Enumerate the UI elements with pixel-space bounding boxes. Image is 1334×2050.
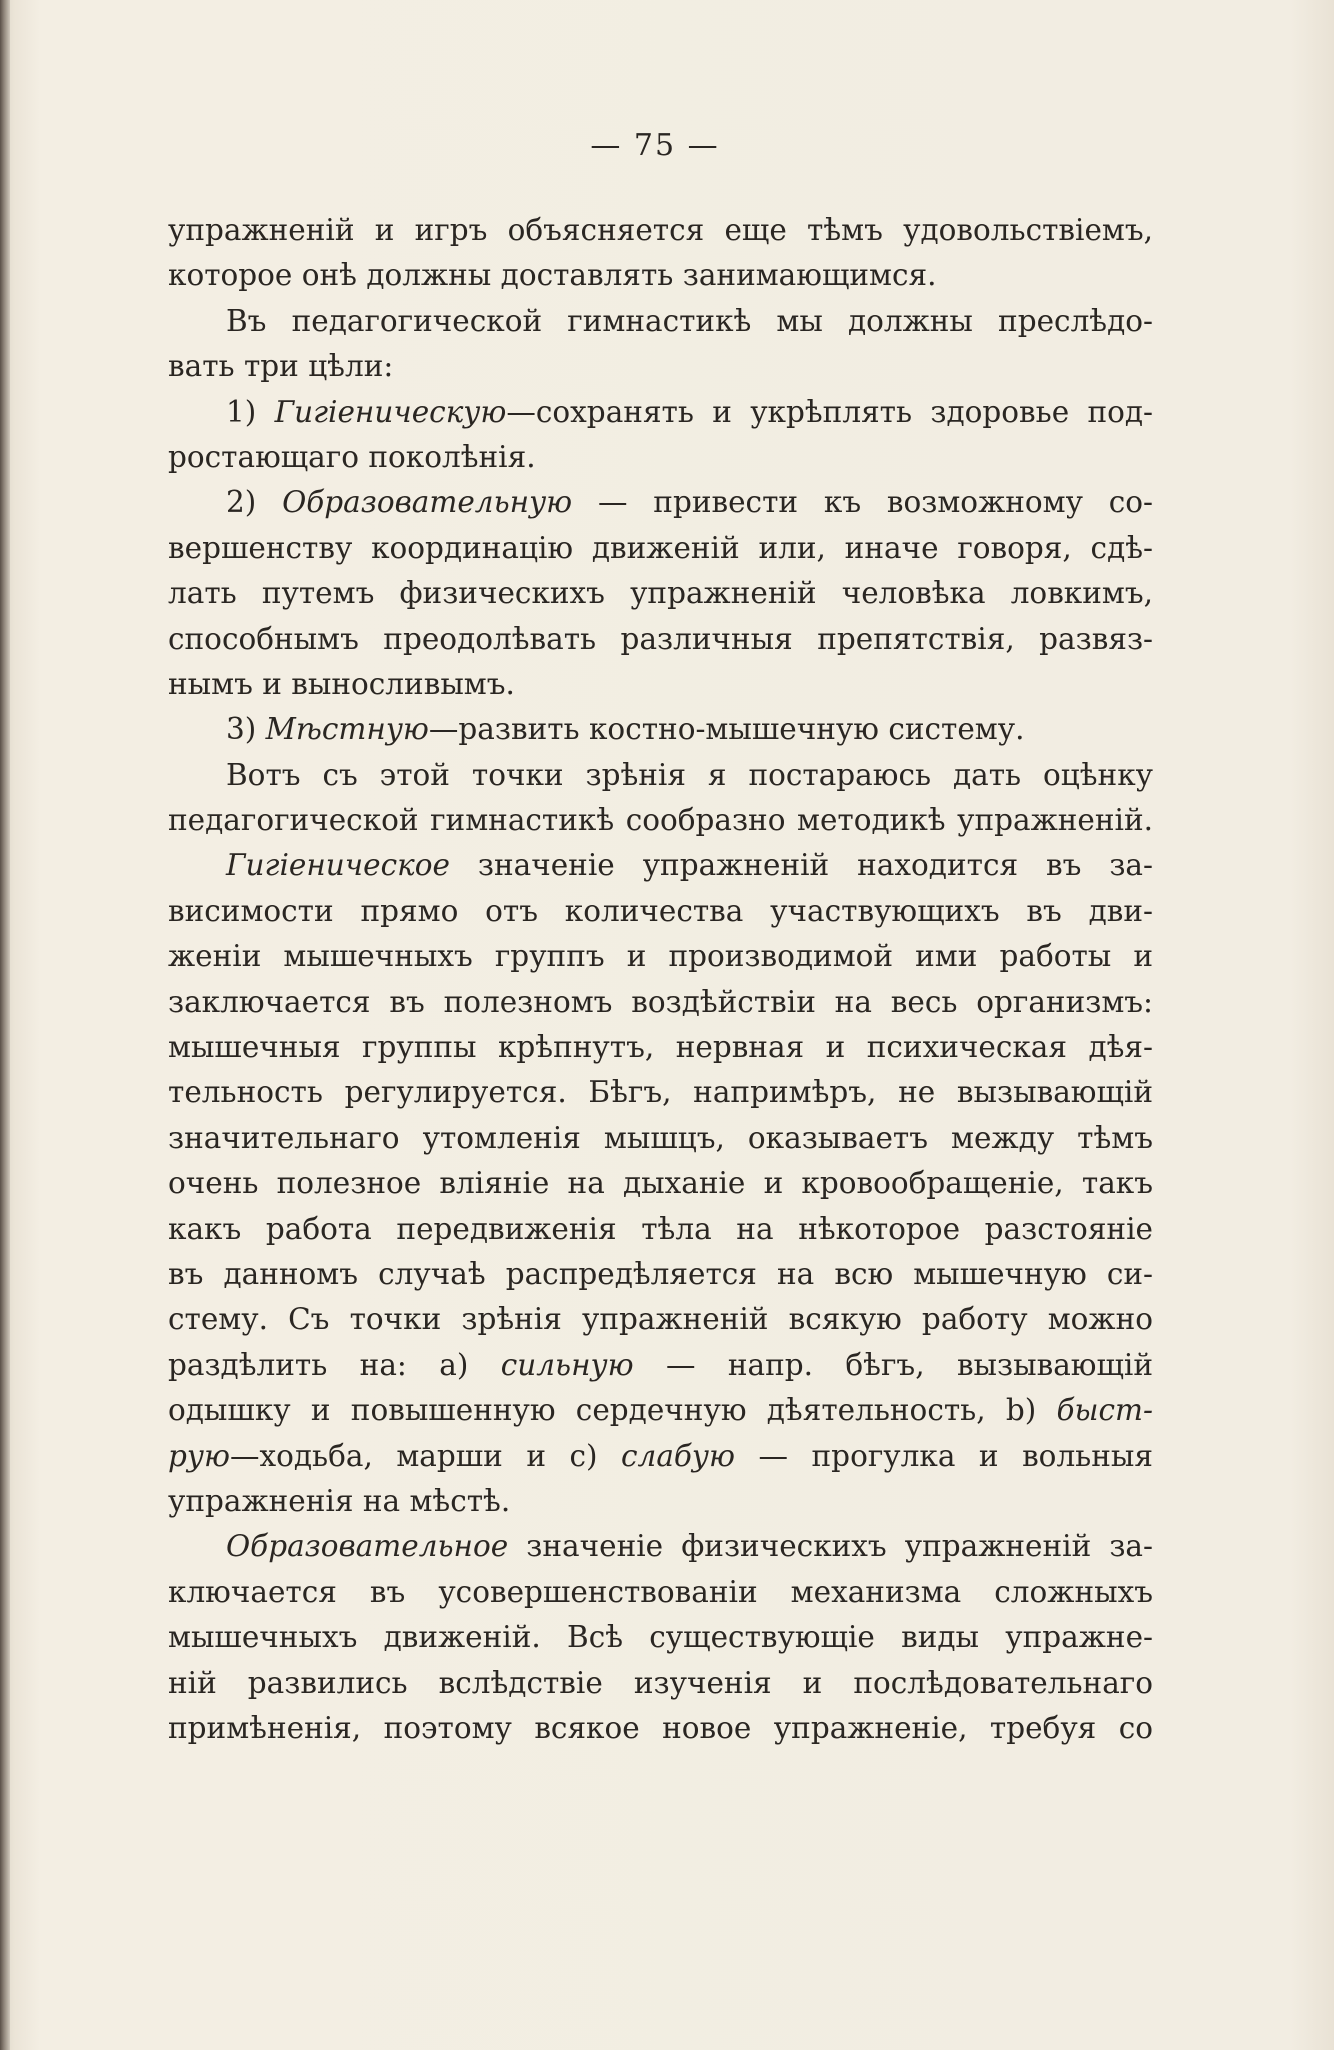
text-segment: примѣненія, поэтому всякое новое упражненіе, требуя со [168, 1710, 1153, 1745]
text-segment: педагогической гимнастикѣ сообразно методикѣ упражненій. [168, 803, 1153, 838]
text-segment: женіи мышечныхъ группъ и производимой ими работы и [168, 939, 1153, 974]
text-segment: лать путемъ физическихъ упражненій человѣка ловкимъ, [168, 576, 1153, 611]
text-segment: мышечныя группы крѣпнутъ, нервная и психическая дѣя- [168, 1030, 1153, 1065]
text-line [168, 390, 1153, 435]
text-segment: висимости прямо отъ количества участвующихъ въ дви- [168, 893, 1153, 928]
text-segment: — привести къ возможному со- [572, 485, 1153, 520]
text-line [168, 1570, 1153, 1615]
text-line [168, 1025, 1153, 1070]
text-segment: —сохранять и укрѣплять здоровье под- [506, 394, 1154, 429]
text-segment: въ данномъ случаѣ распредѣляется на всю мышечную си- [168, 1256, 1153, 1291]
text-segment: тельность регулируется. Бѣгъ, напримѣръ, не вызывающій [168, 1075, 1153, 1110]
text-segment: нымъ и выносливымъ. [168, 666, 515, 701]
text-segment: 3) [226, 712, 266, 747]
text-line [168, 1524, 1153, 1569]
text-line [168, 1297, 1153, 1342]
text-line [168, 1252, 1153, 1297]
emphasized-term: Мѣстную [265, 712, 429, 747]
text-line [168, 934, 1153, 979]
text-segment: вать три цѣли: [168, 349, 394, 384]
text-line [168, 299, 1153, 344]
text-segment: одышку и повышенную сердечную дѣятельность, b) [168, 1393, 1057, 1428]
text-line [168, 480, 1153, 525]
page-number: — 75 — [590, 128, 720, 163]
text-line [168, 798, 1153, 843]
text-line [168, 617, 1153, 662]
text-line [168, 707, 1153, 752]
text-line [168, 435, 1153, 480]
text-segment: заключается въ полезномъ воздѣйствіи на весь организмъ: [168, 984, 1153, 1019]
emphasized-term: сильную [500, 1347, 634, 1382]
text-line [168, 1388, 1153, 1433]
emphasized-term: Гигіеническое [226, 848, 450, 883]
text-segment: Въ педагогической гимнастикѣ мы должны преслѣдо- [226, 303, 1153, 338]
emphasized-term: Образовательную [282, 485, 573, 520]
text-segment: 2) [226, 485, 283, 520]
text-segment: стему. Съ точки зрѣнія упражненій всякую работу можно [168, 1302, 1153, 1337]
emphasized-term: Образовательное [226, 1529, 509, 1564]
text-segment: Вотъ съ этой точки зрѣнія я постараюсь дать оцѣнку [226, 757, 1153, 792]
text-line [168, 208, 1153, 253]
text-segment: —ходьба, марши и c) [229, 1438, 622, 1473]
text-segment: способнымъ преодолѣвать различныя препятствія, развяз- [168, 621, 1153, 656]
text-segment: упражненія на мѣстѣ. [168, 1483, 511, 1518]
text-line [168, 662, 1153, 707]
text-segment: значеніе упражненій находится въ за- [449, 848, 1153, 883]
text-segment: значительнаго утомленія мышцъ, оказываетъ между тѣмъ [168, 1120, 1153, 1155]
text-line [168, 344, 1153, 389]
text-line [168, 571, 1153, 616]
emphasized-term: быст- [1056, 1393, 1153, 1428]
text-line [168, 1343, 1153, 1388]
text-segment: ній развились вслѣдствіе изученія и послѣдовательнаго [168, 1665, 1153, 1700]
text-segment: раздѣлить на: a) [168, 1347, 501, 1382]
text-line [168, 1615, 1153, 1660]
text-line [168, 1661, 1153, 1706]
text-segment: упражненій и игръ объясняется еще тѣмъ удовольствіемъ, [168, 213, 1153, 247]
emphasized-term: слабую [621, 1438, 736, 1473]
text-segment: ключается въ усовершенствованіи механизма сложныхъ [168, 1574, 1153, 1609]
text-segment: —развить костно-мышечную систему. [428, 712, 1025, 747]
text-line [168, 843, 1153, 888]
text-line [168, 1207, 1153, 1252]
text-segment: которое онѣ должны доставлять занимающимся. [168, 258, 937, 293]
text-line [168, 1116, 1153, 1161]
text-segment: очень полезное вліяніе на дыханіе и кровообращеніе, такъ [168, 1166, 1153, 1201]
text-line [168, 1434, 1153, 1479]
text-line [168, 1706, 1153, 1751]
text-line [168, 753, 1153, 798]
text-segment: — напр. бѣгъ, вызывающій [633, 1347, 1153, 1382]
text-segment: значеніе физическихъ упражненій за- [508, 1529, 1153, 1564]
text-line [168, 980, 1153, 1025]
text-segment: вершенству координацію движеній или, иначе говоря, сдѣ- [168, 530, 1153, 565]
text-line [168, 526, 1153, 571]
text-segment: 1) [226, 394, 275, 429]
text-line [168, 253, 1153, 298]
text-line [168, 1479, 1153, 1524]
text-line [168, 889, 1153, 934]
emphasized-term: Гигіеническую [274, 394, 507, 429]
text-segment: ростающаго поколѣнія. [168, 439, 536, 474]
page-binding-edge [0, 0, 10, 2050]
body-text [168, 208, 1153, 1751]
text-line [168, 1161, 1153, 1206]
text-segment: какъ работа передвиженія тѣла на нѣкоторое разстояніе [168, 1211, 1153, 1246]
emphasized-term: рую [168, 1438, 230, 1473]
text-line [168, 1070, 1153, 1115]
text-segment: мышечныхъ движеній. Всѣ существующіе виды упражне- [168, 1620, 1153, 1655]
text-segment: — прогулка и вольныя [735, 1438, 1153, 1473]
